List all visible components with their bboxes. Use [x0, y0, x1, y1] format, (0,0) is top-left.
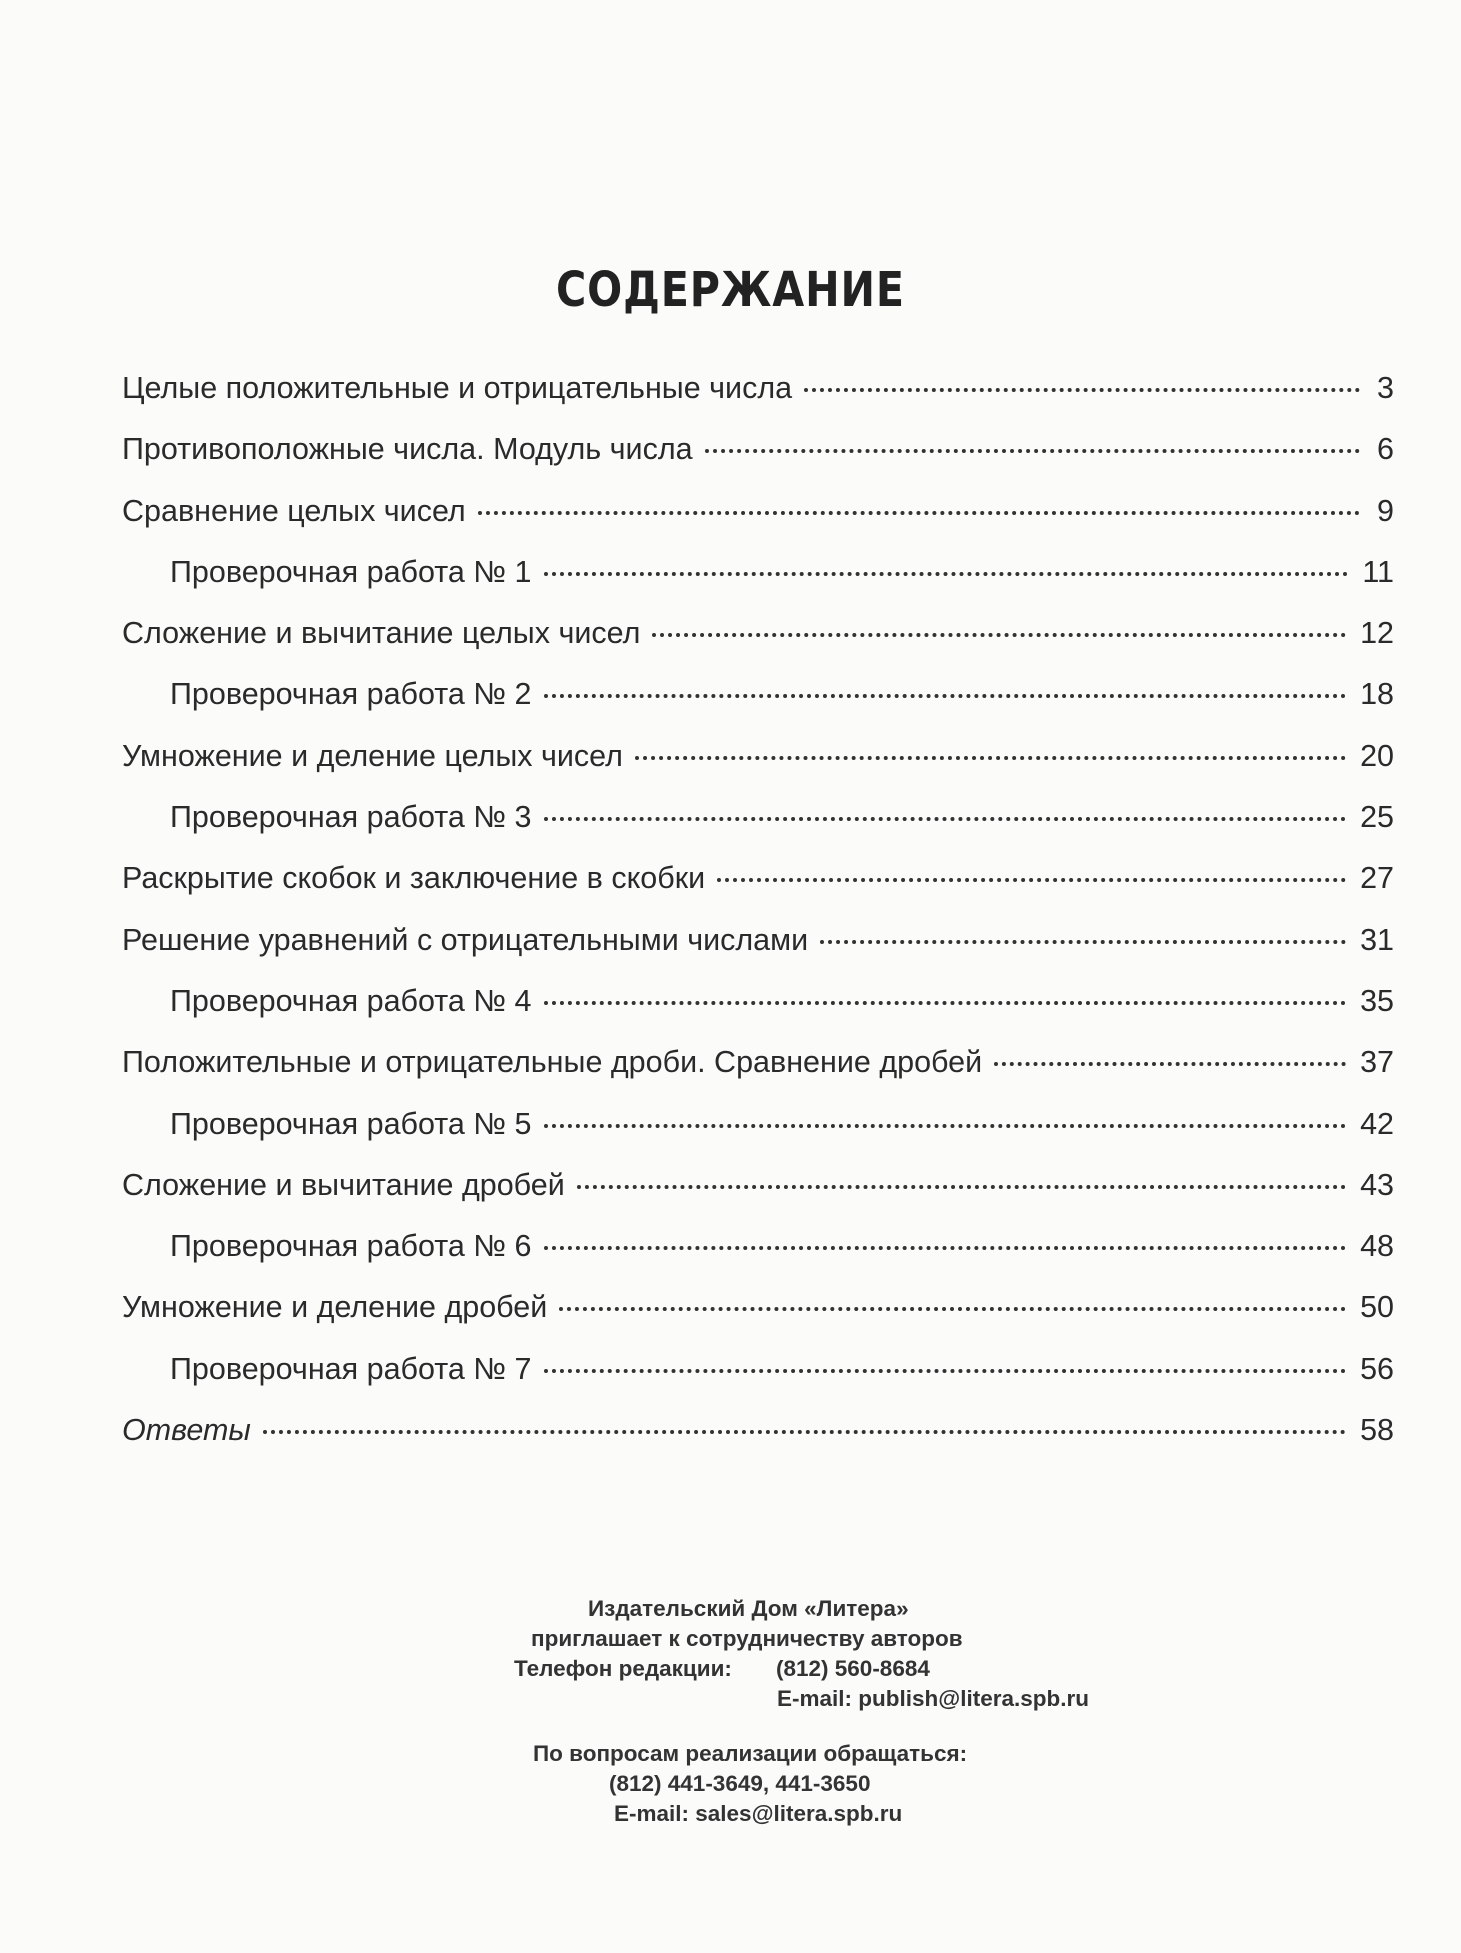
- toc-entry-label: Раскрытие скобок и заключение в скобки: [122, 861, 706, 896]
- toc-entry-page: 56: [1360, 1351, 1394, 1386]
- toc-entry-label: Проверочная работа № 6: [170, 1229, 532, 1264]
- toc-entry-page: 27: [1360, 861, 1394, 896]
- toc-entry-label: Умножение и деление целых чисел: [122, 738, 623, 773]
- toc-entry-label: Проверочная работа № 7: [170, 1351, 532, 1386]
- dot-leader: [559, 1307, 1346, 1311]
- toc-entry-page: 37: [1360, 1045, 1394, 1080]
- toc-entry-page: 11: [1362, 554, 1394, 589]
- toc-entry-label: Проверочная работа № 4: [170, 983, 532, 1018]
- toc-entry[interactable]: [122, 861, 1394, 922]
- toc-entry[interactable]: [122, 923, 1394, 984]
- dot-leader: [705, 449, 1360, 453]
- toc-entry[interactable]: [122, 739, 1394, 800]
- dot-leader: [544, 1369, 1347, 1373]
- toc-entry-page: 58: [1360, 1413, 1394, 1448]
- toc-entry-label: Целые положительные и отрицательные числа: [122, 371, 793, 405]
- toc-entry[interactable]: [122, 1290, 1394, 1351]
- toc-entry-page: 3: [1377, 371, 1394, 405]
- toc-entry-page: 6: [1377, 432, 1394, 467]
- toc-entry-label: Умножение и деление дробей: [122, 1290, 548, 1325]
- publisher-name: Издательский Дом «Литера»: [588, 1596, 909, 1621]
- toc-entry-label: Сложение и вычитание целых чисел: [122, 616, 641, 651]
- page-title: СОДЕРЖАНИЕ: [556, 262, 905, 318]
- dot-leader: [544, 1246, 1347, 1250]
- dot-leader: [478, 511, 1360, 515]
- table-of-contents: [122, 371, 1394, 1474]
- dot-leader: [635, 756, 1346, 760]
- phone-label: Телефон редакции:: [514, 1656, 732, 1681]
- toc-entry-page: 31: [1360, 922, 1394, 957]
- toc-entry-test[interactable]: [122, 555, 1394, 616]
- toc-entry-page: 9: [1377, 493, 1394, 528]
- toc-entry-label: Проверочная работа № 3: [170, 800, 532, 835]
- dot-leader: [263, 1430, 1346, 1434]
- dot-leader: [994, 1062, 1346, 1066]
- sales-title: По вопросам реализации обращаться:: [533, 1741, 968, 1766]
- editorial-email: E-mail: publish@litera.spb.ru: [777, 1686, 1089, 1711]
- dot-leader: [804, 388, 1360, 392]
- toc-entry-label: Положительные и отрицательные дроби. Сравнение дробей: [122, 1045, 983, 1080]
- toc-entry-test[interactable]: [122, 1107, 1394, 1168]
- toc-entry-test[interactable]: [122, 1352, 1394, 1413]
- dot-leader: [717, 878, 1346, 882]
- dot-leader: [544, 694, 1347, 698]
- toc-entry-test[interactable]: [122, 800, 1394, 861]
- toc-entry-answers[interactable]: [122, 1413, 1394, 1474]
- publisher-invitation: приглашает к сотрудничеству авторов: [531, 1626, 963, 1651]
- toc-entry[interactable]: [122, 1045, 1394, 1106]
- toc-entry-page: 18: [1360, 677, 1394, 712]
- dot-leader: [544, 817, 1347, 821]
- toc-entry[interactable]: [122, 494, 1394, 555]
- dot-leader: [820, 940, 1346, 944]
- toc-entry-label: Решение уравнений с отрицательными числами: [122, 922, 809, 957]
- toc-entry-page: 25: [1360, 800, 1394, 835]
- toc-entry-test[interactable]: [122, 984, 1394, 1045]
- toc-entry-page: 35: [1360, 983, 1394, 1018]
- dot-leader: [544, 1001, 1347, 1005]
- toc-entry-label: Противоположные числа. Модуль числа: [122, 432, 693, 467]
- toc-entry-test[interactable]: [122, 677, 1394, 738]
- toc-entry-page: 12: [1360, 616, 1394, 651]
- toc-entry-page: 20: [1360, 738, 1394, 773]
- toc-entry[interactable]: [122, 1168, 1394, 1229]
- toc-entry-page: 50: [1360, 1290, 1394, 1325]
- toc-entry-test[interactable]: [122, 1229, 1394, 1290]
- toc-entry-label: Проверочная работа № 1: [170, 554, 532, 589]
- toc-entry-label: Проверочная работа № 5: [170, 1106, 532, 1141]
- dot-leader: [544, 1124, 1347, 1128]
- dot-leader: [652, 633, 1346, 637]
- sales-phones: (812) 441-3649, 441-3650: [609, 1771, 871, 1796]
- dot-leader: [544, 572, 1349, 576]
- toc-entry[interactable]: [122, 616, 1394, 677]
- toc-entry-label: Проверочная работа № 2: [170, 677, 532, 712]
- phone-number: (812) 560-8684: [776, 1656, 930, 1681]
- dot-leader: [577, 1185, 1346, 1189]
- toc-entry[interactable]: [122, 432, 1394, 493]
- toc-entry-label: Сравнение целых чисел: [122, 493, 466, 528]
- toc-entry-page: 48: [1360, 1229, 1394, 1264]
- toc-entry-label: Сложение и вычитание дробей: [122, 1167, 565, 1202]
- sales-email: E-mail: sales@litera.spb.ru: [614, 1801, 903, 1826]
- toc-entry-label: Ответы: [122, 1413, 251, 1448]
- toc-entry-page: 42: [1360, 1106, 1394, 1141]
- toc-entry[interactable]: [122, 371, 1394, 432]
- toc-entry-page: 43: [1360, 1167, 1394, 1202]
